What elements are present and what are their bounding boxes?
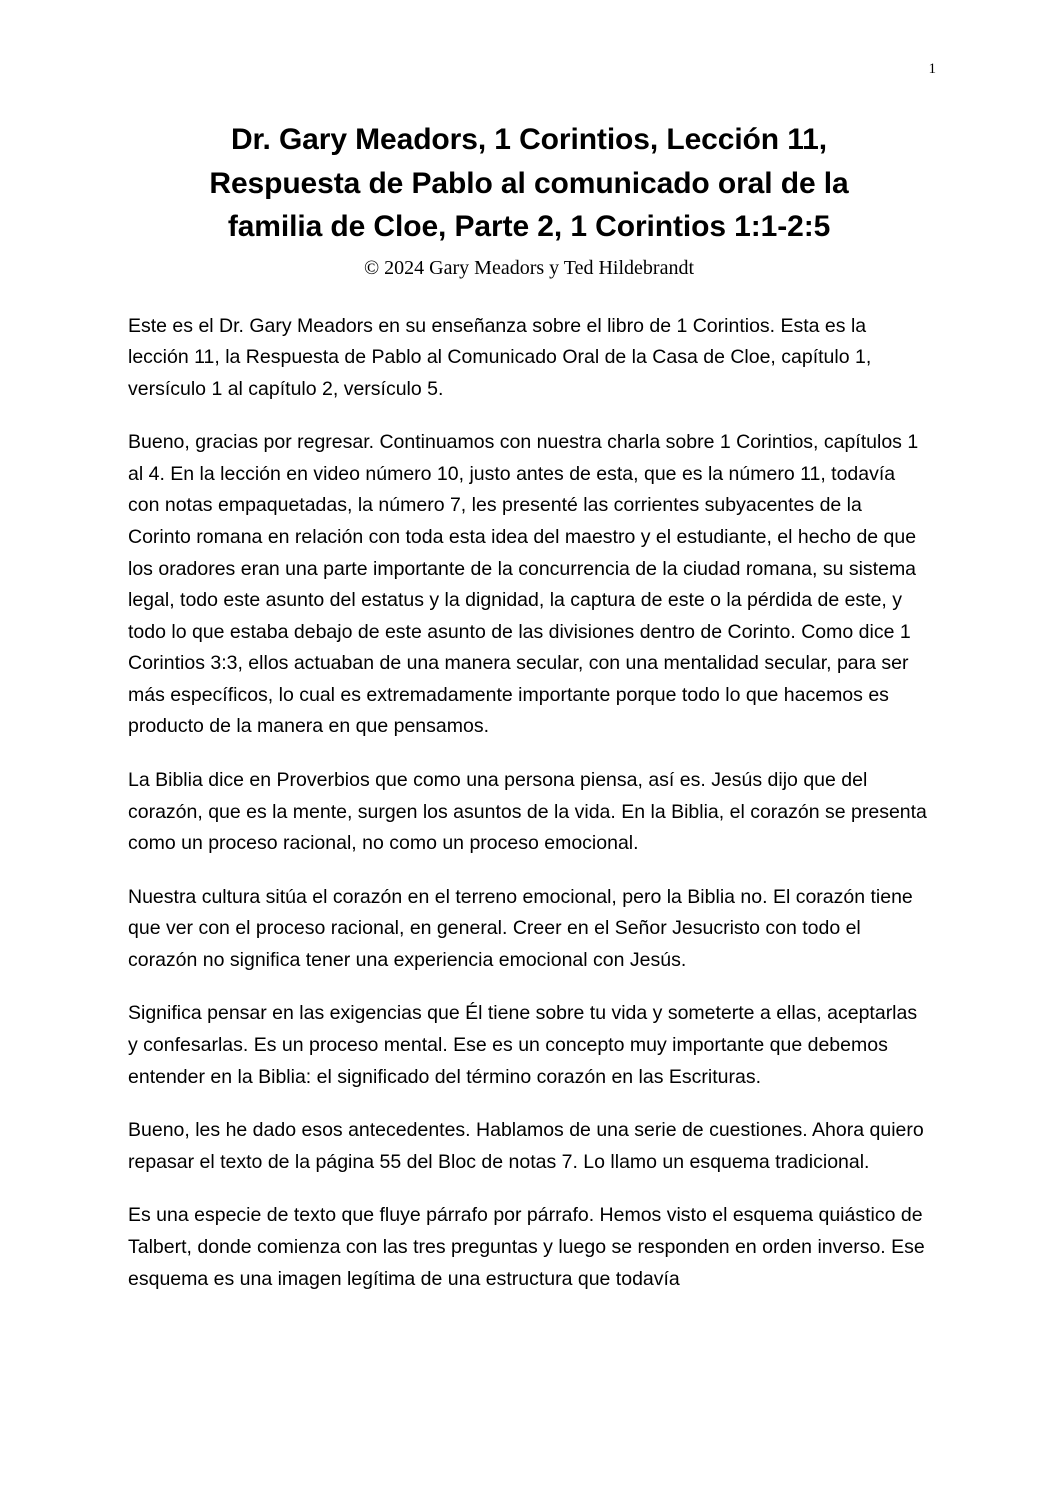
page-title [128,118,930,249]
title-line-1: Dr. Gary Meadors, 1 Corintios, Lección 11, [230,123,827,156]
paragraph: Significa pensar en las exigencias que Él tiene sobre tu vida y someterte a ellas, aceptarlas y confesarlas. Es un proceso mental. Ese es un concepto muy importante que debemos entender en la Biblia: el significado del término corazón en las Escrituras. [128,1002,918,1088]
paragraph: Este es el Dr. Gary Meadors en su enseñanza sobre el libro de 1 Corintios. Esta es la lección 11, la Respuesta de Pablo al Comunicado Oral de la Casa de Cloe, capítulo 1, versículo 1 al capítulo 2, versículo 5. [128,314,872,400]
title-line-2: Respuesta de Pablo al comunicado oral de la [209,166,849,200]
document-body [128,311,930,1296]
paragraph: La Biblia dice en Proverbios que como una persona piensa, así es. Jesús dijo que del corazón, que es la mente, surgen los asuntos de la vida. En la Biblia, el corazón se presenta como un proceso racional, no como un proceso emocional. [128,769,927,855]
title-line-3: familia de Cloe, Parte 2, 1 Corintios 1:1-2:5 [227,210,831,243]
paragraph: Es una especie de texto que fluye párrafo por párrafo. Hemos visto el esquema quiástico de Talbert, donde comienza con las tres preguntas y luego se responden en orden inverso. Ese esquema es una imagen legítima de una estructura que todavía [128,1204,925,1290]
copyright-notice: © 2024 Gary Meadors y Ted Hildebrandt [363,256,695,279]
paragraph: Bueno, gracias por regresar. Continuamos con nuestra charla sobre 1 Corintios, capítulos 1 al 4. En la lección en video número 10, justo antes de esta, que es la número 11, todavía con notas empaquetadas, la número 7, les presenté las corrientes subyacentes de la Corinto romana en relación con toda esta idea del maestro y el estudiante, el hecho de que los oradores eran una parte importante de la concurrencia de la ciudad romana, su sistema legal, todo este asunto del estatus y la dignidad, la captura de este o la pérdida de este, y todo lo que estaba debajo de este asunto de las divisiones dentro de Corinto. Como dice 1 Corintios 3:3, ellos actuaban de una manera secular, con una mentalidad secular, para ser más específicos, lo cual es extremadamente importante porque todo lo que hacemos es producto de la manera en que pensamos. [128,431,919,738]
paragraph: Bueno, les he dado esos antecedentes. Hablamos de una serie de cuestiones. Ahora quiero repasar el texto de la página 55 del Bloc de notas 7. Lo llamo un esquema tradicional. [128,1119,924,1173]
paragraph: Nuestra cultura sitúa el corazón en el terreno emocional, pero la Biblia no. El corazón tiene que ver con el proceso racional, en general. Creer en el Señor Jesucristo con todo el corazón no significa tener una experiencia emocional con Jesús. [128,885,913,971]
page-number: 1 [928,61,936,77]
